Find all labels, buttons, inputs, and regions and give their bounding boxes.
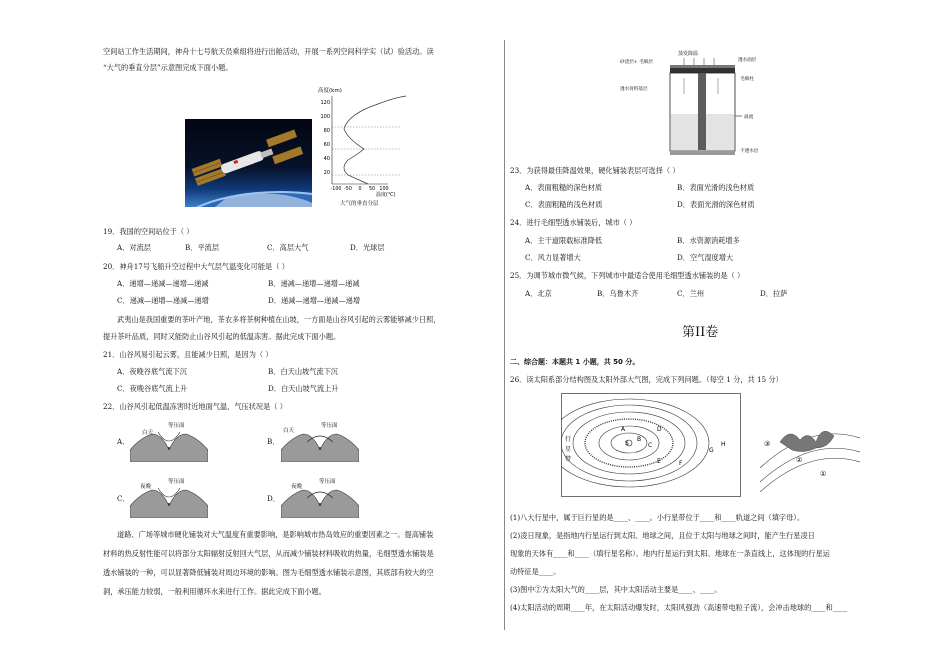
question-21: 21．山谷风易引起云雾，且能减少日照，是因为（ ）: [103, 350, 273, 359]
column-divider: [504, 40, 505, 630]
atm-temp-curve: [344, 96, 406, 184]
pave-label-layer2: 透水面层: [738, 58, 757, 63]
pave-label-base: 透水骨料基层: [620, 87, 648, 92]
q22-figure-b[interactable]: [281, 420, 359, 462]
q19-option-c[interactable]: C．高层大气: [267, 243, 309, 252]
solar-e: E: [657, 458, 661, 465]
solar-f: F: [679, 460, 683, 467]
q22-letter-b[interactable]: B．: [267, 437, 280, 446]
atm-ylabel: 高度(km): [318, 88, 342, 94]
q22-figure-d[interactable]: [281, 476, 359, 518]
q23-option-d[interactable]: D．表面光滑的深色材质: [677, 200, 755, 209]
q22-letter-c[interactable]: C．: [117, 494, 130, 503]
atm-xtick: -100: [330, 187, 342, 192]
q22-figure-c[interactable]: [130, 476, 208, 518]
q25-option-d[interactable]: D．拉萨: [760, 289, 788, 298]
pave-label-top: 蒸发降温: [678, 51, 699, 57]
passage-2-line-1: 武夷山是我国重要的茶叶产地，茶农多将茶树种植在山坡，一方面是山谷风引起的云雾能够减少日照，: [117, 315, 441, 324]
q22-time-c: 夜晚: [140, 484, 152, 490]
solar-system-diagram: [561, 393, 741, 497]
atmosphere-chart: [318, 84, 418, 208]
intro-line-1: 空间站工作生活期间，神舟十七号航天员乘组将进行出舱活动，开展一系列空间科学实（试）验活动。读: [103, 47, 434, 56]
q19-option-d[interactable]: D．光球层: [350, 243, 385, 252]
question-22: 22．山谷风引起低温冻害时近地面气温、气压状况是（ ）: [103, 402, 287, 411]
q22-time-a: 白天: [142, 430, 154, 436]
passage-3-line-4: 洞，承压能力较弱，一般利用循环水来进行工作。据此完成下面小题。: [103, 587, 326, 596]
passage-3-line-2: 材料的热反射性能可以将部分太阳辐射反射回大气层，从而减少铺装材料吸收的热量，毛细型透水铺装是: [103, 549, 434, 558]
q21-option-a[interactable]: A．夜晚谷底气流下沉: [117, 367, 187, 376]
section-title: 第II卷: [682, 325, 719, 340]
atm-xtick: -50: [344, 187, 352, 192]
q25-option-a[interactable]: A．北京: [525, 289, 552, 298]
space-station-photo: [185, 119, 312, 207]
ring-label-3: 带: [565, 456, 572, 463]
ring-label-2: 星: [565, 446, 572, 453]
q24-option-c[interactable]: C．风力显著增大: [525, 253, 581, 262]
q23-option-b[interactable]: B．表面光滑的浅色材质: [677, 183, 755, 192]
q25-option-b[interactable]: B．乌鲁木齐: [597, 289, 639, 298]
sun-atmosphere-diagram: [760, 412, 860, 492]
q20-option-c[interactable]: C．递减—递增—递减—递增: [117, 296, 209, 305]
solar-g: G: [709, 447, 714, 454]
sub-question-2b: 现象的天体有____和____（填行星名称）。地内行星运行到太阳、地球在一条直线上，这体现的行星运: [510, 549, 830, 558]
pave-label-bottom: 不透水层: [740, 149, 759, 154]
q24-option-d[interactable]: D．空气湿度增大: [677, 253, 734, 262]
q19-option-a[interactable]: A．对流层: [117, 243, 151, 252]
q20-option-b[interactable]: B．递减—递增—递增—递减: [268, 279, 360, 288]
q22-label-c: 等压面: [168, 479, 185, 485]
atm-ytick: 100: [320, 114, 330, 120]
solar-h: H: [721, 441, 726, 448]
atm-xtick: 0: [358, 187, 362, 192]
pave-label-layer1: 砂浇层+ 毛细层: [620, 60, 653, 65]
sub-question-1: (1)八大行星中，属于巨行星的是____、____。小行星带位于____和____轨道之间（填字母）。: [510, 513, 805, 522]
atm-xlabel: 温度(℃): [376, 192, 396, 198]
q23-option-c[interactable]: C．表面粗糙的浅色材质: [525, 200, 603, 209]
q22-label-d: 等压面: [319, 479, 336, 485]
solar-b: B: [637, 436, 642, 443]
solar-a: A: [621, 426, 626, 433]
passage-3-line-1: 道路、广场等城市硬化铺装对大气温度有重要影响，是影响城市热岛效应的重要因素之一。提高铺装: [117, 530, 434, 539]
atm-ytick: 80: [323, 128, 330, 134]
q21-option-c[interactable]: C．夜晚谷底气流上升: [117, 384, 188, 393]
sun-num2: ②: [796, 456, 803, 464]
atm-xtick: 50: [368, 187, 376, 192]
sub-question-2a: (2)凌日现象，是指地内行星运行到太阳、地球之间，且位于太阳与地球之间时，能产生行星凌日: [510, 531, 815, 540]
q22-label-b: 等压面: [321, 423, 338, 429]
question-26: 26．读太阳系部分结构图及太阳外部大气图，完成下列问题。（每空 1 分，共 15 分）: [510, 375, 783, 384]
section-2-heading: 二、综合题：本题共 1 小题，共 50 分。: [510, 358, 640, 366]
passage-2-line-2: 提升茶叶品质，同时又能防止山谷风引起的低温冻害。据此完成下面小题。: [103, 332, 341, 341]
atm-ytick: 40: [323, 156, 330, 162]
q22-time-d: 夜晚: [291, 484, 303, 490]
atm-xtick: 100: [379, 187, 389, 192]
q25-option-c[interactable]: C．兰州: [677, 289, 705, 298]
q22-label-a: 等压面: [168, 423, 185, 429]
question-20: 20．神舟17号飞船升空过程中大气层气温变化可能是（ ）: [103, 262, 289, 271]
solar-sun: S: [625, 440, 629, 447]
sun-num1: ①: [820, 470, 827, 478]
question-25: 25．为调节城市微气候，下列城市中最适合使用毛细型透水铺装的是（ ）: [510, 271, 745, 280]
q24-option-a[interactable]: A．主干道限载标准降低: [525, 236, 603, 245]
q21-option-d[interactable]: D．白天山坡气流上升: [268, 384, 339, 393]
sub-question-4: (4)太阳活动的周期____年，在太阳活动爆发时，太阳风强劲（高速带电粒子流），会冲击地球的____和____: [510, 603, 848, 612]
q22-figure-a[interactable]: [130, 420, 208, 462]
q22-letter-a[interactable]: A．: [117, 437, 130, 446]
q21-option-b[interactable]: B．白天山坡气流下沉: [268, 367, 338, 376]
passage-3-line-3: 透水铺装的一种，可以显著降低铺装对周边环境的影响。图为毛细型透水铺装示意图，其底部有较大的空: [103, 568, 434, 577]
q20-option-a[interactable]: A．递增—递减—递增—递减: [117, 279, 209, 288]
solar-d: D: [657, 426, 662, 433]
q19-option-b[interactable]: B．平流层: [185, 243, 220, 252]
pave-label-drain: 溢流: [744, 115, 754, 120]
pave-label-col: 毛细柱: [740, 77, 754, 82]
question-24: 24．进行毛细型透水铺装后，城市（ ）: [510, 218, 637, 227]
atm-ytick: 20: [323, 170, 330, 176]
intro-line-2: “大气的垂直分层”示意图完成下面小题。: [103, 63, 233, 72]
q20-option-d[interactable]: D．递减—递增—递减—递增: [268, 296, 361, 305]
q22-letter-d[interactable]: D．: [267, 494, 280, 503]
question-19: 19．我国的空间站位于（ ）: [103, 227, 194, 236]
atm-ytick: 120: [320, 100, 330, 106]
sub-question-3: (3)图中②为太阳大气的____层，其中太阳活动主要是____、____。: [510, 585, 722, 594]
solar-c: C: [648, 442, 653, 449]
q24-option-b[interactable]: B．水资源消耗增多: [677, 236, 740, 245]
sub-question-2c: 动特征是____。: [510, 567, 561, 576]
permeable-pavement-diagram: [620, 48, 785, 158]
q23-option-a[interactable]: A．表面粗糙的深色材质: [525, 183, 603, 192]
question-23: 23．为获得最佳降温效果，硬化铺装表层可选择（ ）: [510, 166, 680, 175]
q22-time-b: 白天: [283, 428, 295, 434]
ring-label-1: 行: [565, 436, 572, 443]
atm-ytick: 60: [323, 142, 330, 148]
atm-caption: 大气的垂直分层: [340, 201, 379, 207]
sun-num3: ③: [764, 440, 771, 448]
